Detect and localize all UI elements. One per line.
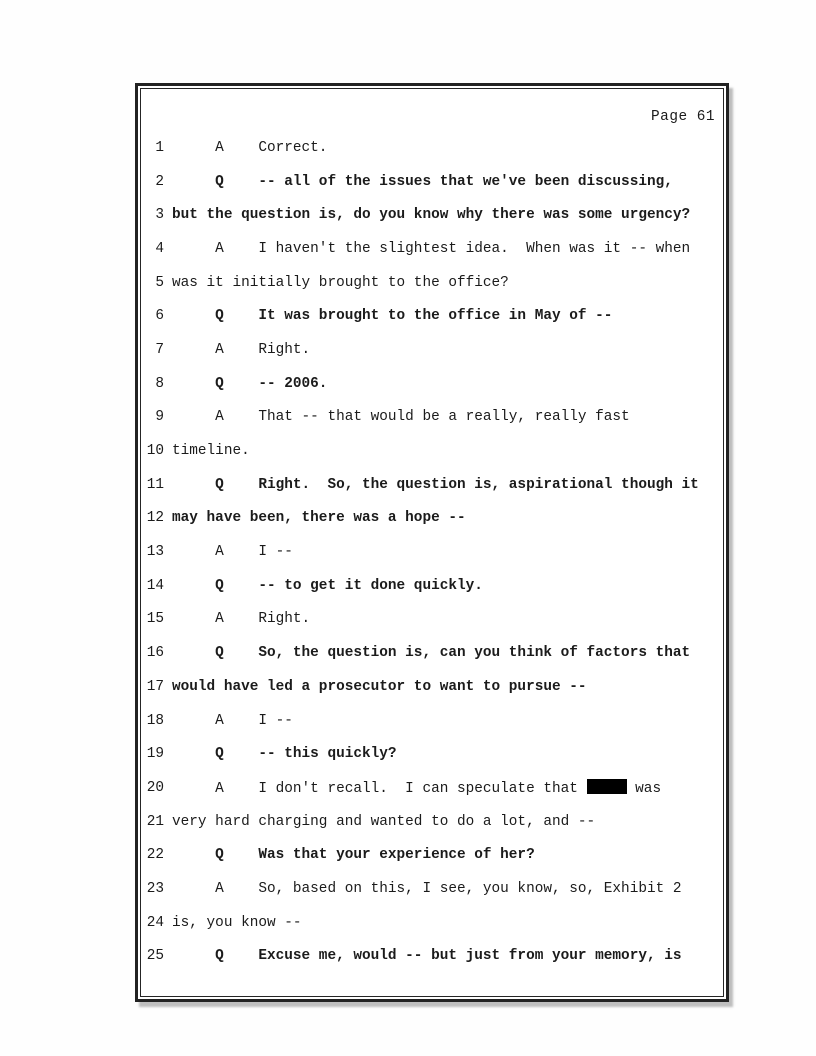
line-number: 12 [146, 510, 164, 527]
redaction-bar [587, 779, 627, 794]
transcript-line [141, 771, 723, 805]
transcript-line [141, 603, 723, 637]
transcript-page [135, 83, 729, 1002]
transcript-line [141, 704, 723, 738]
line-text: very hard charging and wanted to do a lot, and -- [172, 813, 596, 830]
line-number: 19 [146, 746, 164, 763]
transcript-line [141, 737, 723, 771]
line-text: A I haven't the slightest idea. When was it -- when [172, 240, 691, 257]
line-number: 24 [146, 914, 164, 931]
line-text: Q Right. So, the question is, aspirational though it [172, 476, 699, 493]
transcript-line [141, 838, 723, 872]
line-number: 13 [146, 544, 164, 561]
line-text: A So, based on this, I see, you know, so, Exhibit 2 [172, 880, 682, 897]
line-text: A I don't recall. I can speculate that was [172, 780, 662, 797]
line-number: 15 [146, 611, 164, 628]
transcript-line [141, 333, 723, 367]
transcript-line [141, 535, 723, 569]
transcript-line [141, 670, 723, 704]
line-text: A I -- [172, 712, 293, 729]
line-text: timeline. [172, 443, 250, 460]
line-text: Q Excuse me, would -- but just from your memory, is [172, 948, 682, 965]
transcript-line [141, 872, 723, 906]
line-number: 25 [146, 948, 164, 965]
line-text: A Right. [172, 341, 311, 358]
transcript-line [141, 266, 723, 300]
line-number: 1 [155, 139, 164, 156]
transcript-line [141, 434, 723, 468]
transcript-line [141, 232, 723, 266]
line-number: 21 [146, 813, 164, 830]
transcript-line [141, 636, 723, 670]
line-number: 11 [146, 476, 164, 493]
page-number-label: Page 61 [651, 109, 715, 125]
line-number: 23 [146, 880, 164, 897]
transcript-line [141, 198, 723, 232]
transcript-line [141, 805, 723, 839]
page-inner-border [140, 88, 724, 997]
transcript-line [141, 569, 723, 603]
line-number: 22 [146, 847, 164, 864]
line-text: Q -- 2006. [172, 375, 328, 392]
line-text: Q It was brought to the office in May of -- [172, 308, 613, 325]
line-text: Q Was that your experience of her? [172, 847, 535, 864]
transcript-line [141, 940, 723, 974]
transcript-lines [141, 131, 723, 973]
line-text: Q So, the question is, can you think of factors that [172, 645, 691, 662]
transcript-line [141, 131, 723, 165]
line-number: 8 [155, 375, 164, 392]
line-text: Q -- this quickly? [172, 746, 397, 763]
line-number: 18 [146, 712, 164, 729]
transcript-line [141, 401, 723, 435]
line-number: 16 [146, 645, 164, 662]
transcript-line [141, 367, 723, 401]
line-number: 6 [155, 308, 164, 325]
line-number: 2 [155, 173, 164, 190]
line-text: A Right. [172, 611, 311, 628]
transcript-line [141, 299, 723, 333]
line-text: was it initially brought to the office? [172, 274, 509, 291]
line-number: 10 [146, 443, 164, 460]
line-number: 7 [155, 341, 164, 358]
line-text: would have led a prosecutor to want to pursue -- [172, 678, 587, 695]
line-number: 5 [155, 274, 164, 291]
line-text: Q -- to get it done quickly. [172, 577, 483, 594]
transcript-line [141, 165, 723, 199]
line-text: A Correct. [172, 139, 328, 156]
line-number: 17 [146, 678, 164, 695]
line-number: 9 [155, 409, 164, 426]
transcript-line [141, 502, 723, 536]
line-text: but the question is, do you know why there was some urgency? [172, 207, 691, 224]
line-number: 14 [146, 577, 164, 594]
line-number: 20 [146, 779, 164, 796]
line-number: 3 [155, 207, 164, 224]
line-text: is, you know -- [172, 914, 302, 931]
line-number: 4 [155, 240, 164, 257]
transcript-line [141, 468, 723, 502]
line-text: A That -- that would be a really, really fast [172, 409, 630, 426]
line-text: Q -- all of the issues that we've been discussing, [172, 173, 673, 190]
transcript-line [141, 906, 723, 940]
line-text: may have been, there was a hope -- [172, 510, 466, 527]
line-text: A I -- [172, 544, 293, 561]
